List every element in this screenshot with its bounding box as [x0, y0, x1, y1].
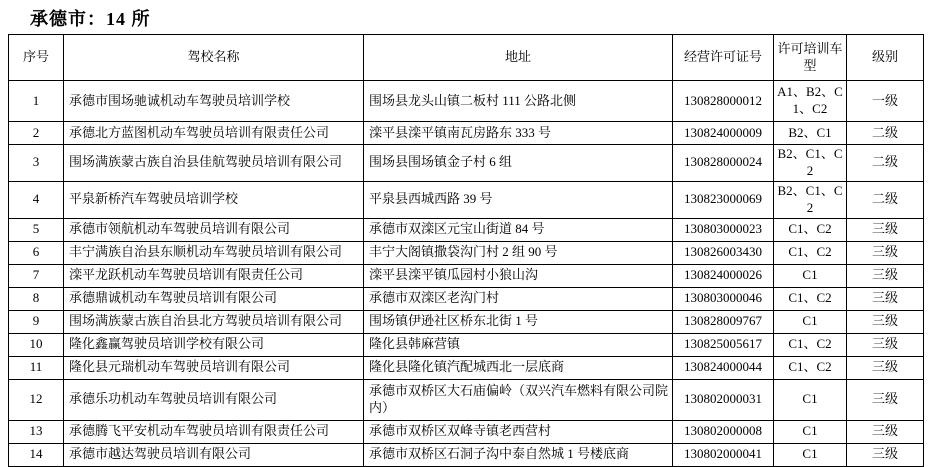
cell-school-name: 承德市围场驰诚机动车驾驶员培训学校 — [64, 81, 364, 122]
table-row — [9, 218, 924, 241]
column-header-types: 许可培训车型 — [774, 35, 847, 81]
cell-license: 130824000009 — [673, 122, 774, 145]
column-header-license: 经营许可证号 — [673, 35, 774, 81]
cell-address: 承德市双滦区元宝山街道 84 号 — [364, 218, 673, 241]
cell-address: 平泉县西城西路 39 号 — [364, 181, 673, 218]
cell-serial: 5 — [9, 218, 64, 241]
cell-level: 二级 — [847, 181, 924, 218]
cell-license: 130828009767 — [673, 310, 774, 333]
cell-license: 130828000012 — [673, 81, 774, 122]
cell-address: 隆化县韩麻营镇 — [364, 333, 673, 356]
cell-license: 130803000023 — [673, 218, 774, 241]
cell-serial: 4 — [9, 181, 64, 218]
cell-school-name: 承德乐功机动车驾驶员培训有限公司 — [64, 379, 364, 420]
cell-license: 130824000044 — [673, 356, 774, 379]
cell-vehicle-types: C1 — [774, 310, 847, 333]
cell-serial: 8 — [9, 287, 64, 310]
table-row — [9, 145, 924, 182]
table-row — [9, 333, 924, 356]
header-row — [9, 35, 924, 81]
cell-vehicle-types: A1、B2、C1、C2 — [774, 81, 847, 122]
cell-vehicle-types: C1、C2 — [774, 241, 847, 264]
cell-vehicle-types: C1、C2 — [774, 333, 847, 356]
cell-address: 围场县围场镇金子村 6 组 — [364, 145, 673, 182]
cell-license: 130826003430 — [673, 241, 774, 264]
cell-school-name: 承德北方蓝图机动车驾驶员培训有限责任公司 — [64, 122, 364, 145]
cell-vehicle-types: C1、C2 — [774, 287, 847, 310]
cell-vehicle-types: C1 — [774, 379, 847, 420]
cell-serial: 11 — [9, 356, 64, 379]
cell-vehicle-types: C1、C2 — [774, 218, 847, 241]
cell-license: 130802000041 — [673, 443, 774, 466]
cell-school-name: 承德市越达驾驶员培训有限公司 — [64, 443, 364, 466]
cell-license: 130824000026 — [673, 264, 774, 287]
table-row — [9, 443, 924, 466]
cell-serial: 6 — [9, 241, 64, 264]
cell-license: 130802000031 — [673, 379, 774, 420]
page-title: 承德市：14 所 — [30, 9, 151, 29]
cell-address: 隆化县隆化镇汽配城西北一层底商 — [364, 356, 673, 379]
column-header-address: 地址 — [364, 35, 673, 81]
cell-address: 承德市双桥区大石庙偏岭（双兴汽车燃料有限公司院内） — [364, 379, 673, 420]
table-row — [9, 241, 924, 264]
cell-address: 滦平县滦平镇南瓦房路东 333 号 — [364, 122, 673, 145]
table-row — [9, 122, 924, 145]
cell-vehicle-types: C1 — [774, 443, 847, 466]
cell-level: 三级 — [847, 218, 924, 241]
cell-school-name: 丰宁满族自治县东顺机动车驾驶员培训有限公司 — [64, 241, 364, 264]
cell-level: 三级 — [847, 287, 924, 310]
cell-school-name: 承德腾飞平安机动车驾驶员培训有限责任公司 — [64, 420, 364, 443]
cell-address: 承德市双滦区老沟门村 — [364, 287, 673, 310]
cell-address: 承德市双桥区石洞子沟中泰自然城 1 号楼底商 — [364, 443, 673, 466]
column-header-serial: 序号 — [9, 35, 64, 81]
cell-vehicle-types: B2、C1 — [774, 122, 847, 145]
cell-serial: 14 — [9, 443, 64, 466]
cell-serial: 3 — [9, 145, 64, 182]
table-row — [9, 356, 924, 379]
cell-address: 围场镇伊逊社区桥东北街 1 号 — [364, 310, 673, 333]
cell-license: 130802000008 — [673, 420, 774, 443]
cell-school-name: 承德鼎诚机动车驾驶员培训有限公司 — [64, 287, 364, 310]
cell-level: 三级 — [847, 443, 924, 466]
cell-level: 二级 — [847, 122, 924, 145]
cell-school-name: 隆化鑫赢驾驶员培训学校有限公司 — [64, 333, 364, 356]
table-row — [9, 287, 924, 310]
cell-level: 三级 — [847, 264, 924, 287]
cell-level: 一级 — [847, 81, 924, 122]
cell-school-name: 隆化县元瑞机动车驾驶员培训有限公司 — [64, 356, 364, 379]
cell-level: 三级 — [847, 310, 924, 333]
cell-address: 丰宁大阁镇撒袋沟门村 2 组 90 号 — [364, 241, 673, 264]
cell-vehicle-types: B2、C1、C2 — [774, 145, 847, 182]
cell-level: 三级 — [847, 241, 924, 264]
cell-vehicle-types: C1 — [774, 264, 847, 287]
cell-school-name: 平泉新桥汽车驾驶员培训学校 — [64, 181, 364, 218]
cell-serial: 13 — [9, 420, 64, 443]
cell-school-name: 围场满族蒙古族自治县佳航驾驶员培训有限公司 — [64, 145, 364, 182]
table-row — [9, 181, 924, 218]
driving-school-table — [8, 34, 924, 467]
table-row — [9, 379, 924, 420]
cell-level: 三级 — [847, 356, 924, 379]
cell-school-name: 围场满族蒙古族自治县北方驾驶员培训有限公司 — [64, 310, 364, 333]
cell-license: 130803000046 — [673, 287, 774, 310]
cell-serial: 2 — [9, 122, 64, 145]
cell-level: 三级 — [847, 420, 924, 443]
cell-level: 二级 — [847, 145, 924, 182]
cell-serial: 9 — [9, 310, 64, 333]
cell-serial: 12 — [9, 379, 64, 420]
table-row — [9, 420, 924, 443]
table-row — [9, 81, 924, 122]
table-row — [9, 310, 924, 333]
cell-vehicle-types: C1、C2 — [774, 356, 847, 379]
cell-serial: 10 — [9, 333, 64, 356]
cell-school-name: 滦平龙跃机动车驾驶员培训有限责任公司 — [64, 264, 364, 287]
cell-school-name: 承德市领航机动车驾驶员培训有限公司 — [64, 218, 364, 241]
cell-address: 承德市双桥区双峰寺镇老西营村 — [364, 420, 673, 443]
cell-license: 130828000024 — [673, 145, 774, 182]
cell-vehicle-types: C1 — [774, 420, 847, 443]
cell-address: 围场县龙头山镇二板村 111 公路北侧 — [364, 81, 673, 122]
cell-level: 三级 — [847, 379, 924, 420]
column-header-level: 级别 — [847, 35, 924, 81]
cell-level: 三级 — [847, 333, 924, 356]
cell-serial: 7 — [9, 264, 64, 287]
table-row — [9, 264, 924, 287]
cell-vehicle-types: B2、C1、C2 — [774, 181, 847, 218]
cell-address: 滦平县滦平镇瓜园村小狼山沟 — [364, 264, 673, 287]
cell-license: 130825005617 — [673, 333, 774, 356]
cell-license: 130823000069 — [673, 181, 774, 218]
column-header-name: 驾校名称 — [64, 35, 364, 81]
cell-serial: 1 — [9, 81, 64, 122]
